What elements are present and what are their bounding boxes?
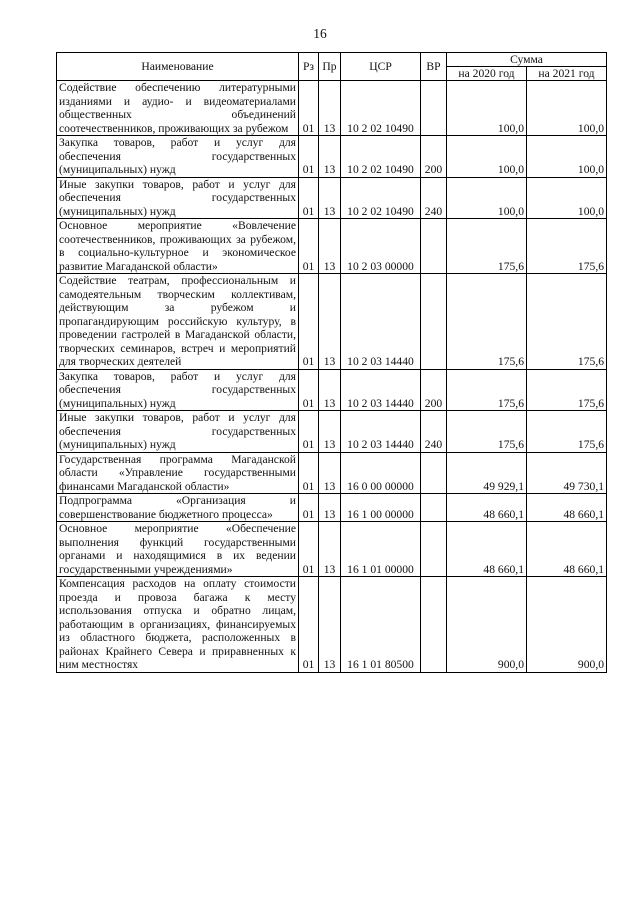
cell-name: Подпрограмма «Организация и совершенствование бюджетного процесса» <box>57 494 299 522</box>
cell-vr <box>421 494 447 522</box>
cell-rz: 01 <box>299 577 319 673</box>
cell-csr: 10 2 03 14440 <box>341 411 421 453</box>
cell-sum-2020: 175,6 <box>447 411 527 453</box>
cell-rz: 01 <box>299 177 319 219</box>
cell-name: Компенсация расходов на оплату стоимости проезда и провоза багажа к месту использования отпуска и обратно лицам, работающим в организациях, финансируемых из областного бюджета, расположенных в районах Крайнего Севера и приравненных к ним местностях <box>57 577 299 673</box>
cell-csr: 10 2 02 10490 <box>341 136 421 178</box>
cell-pr: 13 <box>319 177 341 219</box>
table-row <box>57 411 607 453</box>
cell-csr: 16 1 00 00000 <box>341 494 421 522</box>
table-body <box>57 81 607 673</box>
cell-pr: 13 <box>319 577 341 673</box>
header-sum: Сумма <box>447 53 607 67</box>
cell-sum-2021: 175,6 <box>527 219 607 274</box>
cell-pr: 13 <box>319 494 341 522</box>
cell-name: Содействие театрам, профессиональным и самодеятельным творческим коллективам, действующим за рубежом и пропагандирующим российскую культуру, в проведении гастролей в Магаданской области, творческих семинаров, встреч и мероприятий для творческих деятелей <box>57 274 299 370</box>
cell-sum-2020: 900,0 <box>447 577 527 673</box>
cell-csr: 16 1 01 80500 <box>341 577 421 673</box>
cell-pr: 13 <box>319 452 341 494</box>
cell-rz: 01 <box>299 81 319 136</box>
cell-vr <box>421 81 447 136</box>
cell-name: Иные закупки товаров, работ и услуг для обеспечения государственных (муниципальных) нужд <box>57 177 299 219</box>
budget-table <box>56 52 607 673</box>
cell-sum-2020: 100,0 <box>447 81 527 136</box>
cell-name: Государственная программа Магаданской области «Управление государственными финансами Магаданской области» <box>57 452 299 494</box>
cell-rz: 01 <box>299 274 319 370</box>
cell-pr: 13 <box>319 369 341 411</box>
cell-sum-2021: 100,0 <box>527 81 607 136</box>
table-row <box>57 219 607 274</box>
cell-pr: 13 <box>319 81 341 136</box>
cell-vr: 200 <box>421 136 447 178</box>
cell-vr <box>421 274 447 370</box>
cell-sum-2021: 175,6 <box>527 369 607 411</box>
cell-sum-2020: 49 929,1 <box>447 452 527 494</box>
cell-sum-2021: 100,0 <box>527 136 607 178</box>
cell-sum-2021: 48 660,1 <box>527 522 607 577</box>
cell-rz: 01 <box>299 369 319 411</box>
cell-pr: 13 <box>319 274 341 370</box>
cell-rz: 01 <box>299 136 319 178</box>
cell-name: Основное мероприятие «Вовлечение соотечественников, проживающих за рубежом, в социально-культурное и экономическое развитие Магаданской области» <box>57 219 299 274</box>
cell-vr <box>421 452 447 494</box>
cell-pr: 13 <box>319 136 341 178</box>
table-row <box>57 274 607 370</box>
cell-name: Иные закупки товаров, работ и услуг для обеспечения государственных (муниципальных) нужд <box>57 411 299 453</box>
cell-sum-2020: 48 660,1 <box>447 494 527 522</box>
table-row <box>57 369 607 411</box>
cell-sum-2020: 175,6 <box>447 274 527 370</box>
cell-sum-2021: 175,6 <box>527 411 607 453</box>
cell-csr: 16 1 01 00000 <box>341 522 421 577</box>
cell-name: Закупка товаров, работ и услуг для обеспечения государственных (муниципальных) нужд <box>57 369 299 411</box>
table-row <box>57 177 607 219</box>
table-row <box>57 577 607 673</box>
cell-rz: 01 <box>299 411 319 453</box>
header-year-2021: на 2021 год <box>527 67 607 81</box>
cell-sum-2021: 49 730,1 <box>527 452 607 494</box>
header-vr: ВР <box>421 53 447 81</box>
cell-csr: 16 0 00 00000 <box>341 452 421 494</box>
cell-name: Закупка товаров, работ и услуг для обеспечения государственных (муниципальных) нужд <box>57 136 299 178</box>
cell-rz: 01 <box>299 494 319 522</box>
page-number: 16 <box>313 26 327 41</box>
cell-csr: 10 2 03 14440 <box>341 274 421 370</box>
cell-vr: 240 <box>421 411 447 453</box>
cell-rz: 01 <box>299 452 319 494</box>
cell-pr: 13 <box>319 411 341 453</box>
cell-vr <box>421 219 447 274</box>
header-csr: ЦСР <box>341 53 421 81</box>
cell-sum-2021: 100,0 <box>527 177 607 219</box>
cell-vr <box>421 577 447 673</box>
cell-sum-2020: 100,0 <box>447 177 527 219</box>
cell-sum-2020: 175,6 <box>447 219 527 274</box>
cell-sum-2020: 100,0 <box>447 136 527 178</box>
cell-csr: 10 2 02 10490 <box>341 177 421 219</box>
cell-csr: 10 2 03 00000 <box>341 219 421 274</box>
header-year-2020: на 2020 год <box>447 67 527 81</box>
header-name: Наименование <box>57 53 299 81</box>
cell-vr: 240 <box>421 177 447 219</box>
table-row <box>57 452 607 494</box>
cell-sum-2021: 175,6 <box>527 274 607 370</box>
cell-rz: 01 <box>299 522 319 577</box>
cell-vr <box>421 522 447 577</box>
cell-csr: 10 2 02 10490 <box>341 81 421 136</box>
cell-vr: 200 <box>421 369 447 411</box>
cell-name: Содействие обеспечению литературными изданиями и аудио- и видеоматериалами общественных объединений соотечественников, проживающих за рубежом <box>57 81 299 136</box>
cell-sum-2020: 175,6 <box>447 369 527 411</box>
cell-pr: 13 <box>319 522 341 577</box>
cell-sum-2021: 48 660,1 <box>527 494 607 522</box>
cell-sum-2020: 48 660,1 <box>447 522 527 577</box>
cell-name: Основное мероприятие «Обеспечение выполнения функций государственными органами и находящимися в их ведении государственными учреждениями» <box>57 522 299 577</box>
table-row <box>57 522 607 577</box>
table-row <box>57 81 607 136</box>
cell-sum-2021: 900,0 <box>527 577 607 673</box>
header-pr: Пр <box>319 53 341 81</box>
cell-rz: 01 <box>299 219 319 274</box>
cell-pr: 13 <box>319 219 341 274</box>
table-row <box>57 136 607 178</box>
table-row <box>57 494 607 522</box>
header-rz: Рз <box>299 53 319 81</box>
cell-csr: 10 2 03 14440 <box>341 369 421 411</box>
